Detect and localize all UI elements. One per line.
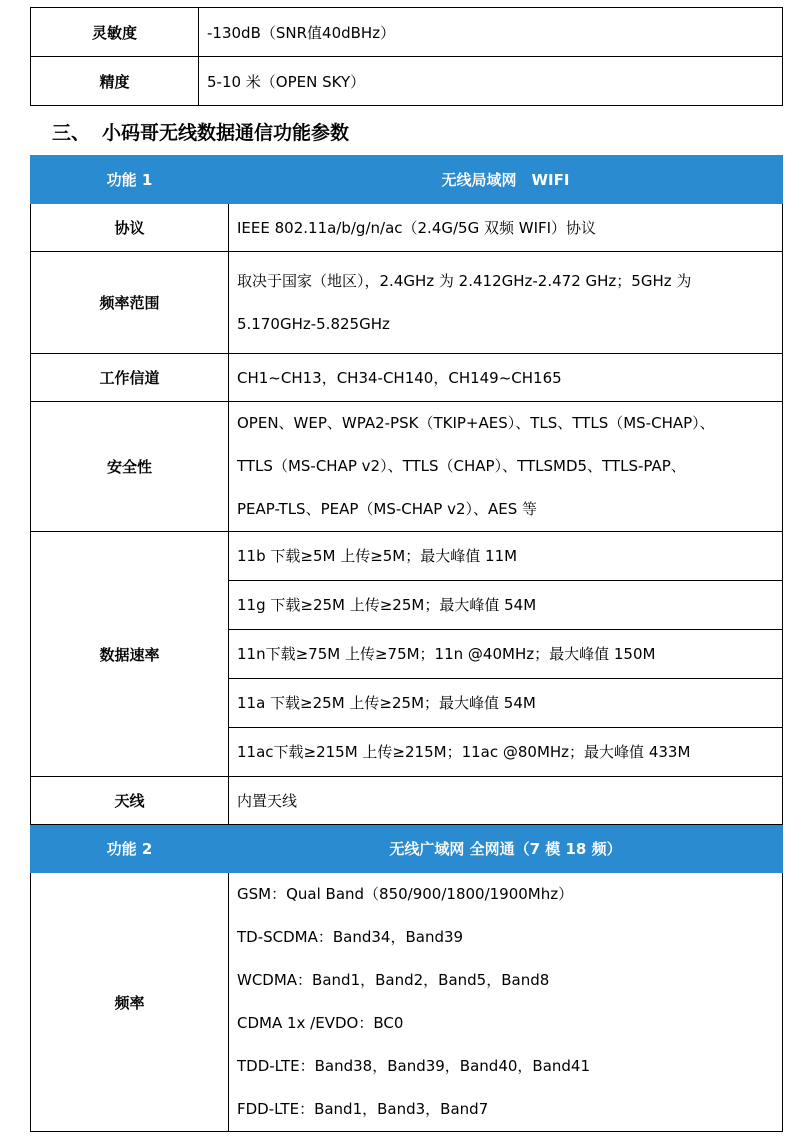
text-line: 5.170GHz-5.825GHz — [237, 314, 390, 333]
table-row — [31, 777, 783, 825]
row-value — [229, 252, 783, 354]
table-row — [31, 57, 783, 106]
row-key: 精度 — [31, 57, 199, 106]
row-value: 5-10 米（OPEN SKY） — [199, 57, 783, 106]
table-row — [31, 402, 783, 532]
function-1-header — [31, 156, 783, 204]
text-line: TD-SCDMA：Band34，Band39 — [237, 928, 464, 946]
row-key: 安全性 — [31, 402, 229, 532]
header-key: 功能 2 — [31, 825, 229, 873]
row-value: 内置天线 — [229, 777, 783, 825]
row-value — [229, 873, 783, 1132]
row-key: 频率 — [31, 873, 229, 1132]
text-line: WCDMA：Band1，Band2，Band5，Band8 — [237, 971, 550, 989]
rate-line: 11g 下载≥25M 上传≥25M；最大峰值 54M — [229, 581, 782, 630]
positioning-table — [30, 7, 783, 106]
row-key: 频率范围 — [31, 252, 229, 354]
row-key: 灵敏度 — [31, 8, 199, 57]
row-key: 工作信道 — [31, 354, 229, 402]
row-value — [229, 402, 783, 532]
section-title: 小码哥无线数据通信功能参数 — [102, 122, 350, 144]
table-row — [31, 532, 783, 777]
section-heading — [52, 118, 349, 145]
table-row — [31, 873, 783, 1132]
table-row — [31, 252, 783, 354]
text-line: PEAP-TLS、PEAP（MS-CHAP v2）、AES 等 — [237, 500, 538, 518]
text-line: TDD-LTE：Band38，Band39，Band40，Band41 — [237, 1057, 590, 1075]
rate-line: 11a 下载≥25M 上传≥25M；最大峰值 54M — [229, 679, 782, 728]
text-line: TTLS（MS-CHAP v2）、TTLS（CHAP）、TTLSMD5、TTLS-PAP、 — [237, 457, 686, 475]
text-line: 取决于国家（地区），2.4GHz 为 2.412GHz-2.472 GHz；5GHz 为 — [237, 271, 692, 290]
wireless-spec-table — [30, 155, 783, 1132]
row-value — [229, 532, 783, 777]
rate-line: 11ac下载≥215M 上传≥215M；11ac @80MHz；最大峰值 433M — [237, 743, 691, 761]
rate-line: 11n下载≥75M 上传≥75M；11n @40MHz；最大峰值 150M — [229, 630, 782, 679]
table-row — [31, 204, 783, 252]
row-key: 协议 — [31, 204, 229, 252]
header-key: 功能 1 — [31, 156, 229, 204]
text-line: FDD-LTE：Band1，Band3，Band7 — [237, 1100, 489, 1118]
text-line: GSM：Qual Band（850/900/1800/1900Mhz） — [237, 885, 574, 903]
header-value: 无线局域网 WIFI — [229, 156, 783, 204]
header-value: 无线广域网 全网通（7 模 18 频） — [229, 825, 783, 873]
text-line: CDMA 1x /EVDO：BC0 — [237, 1014, 404, 1032]
function-2-header — [31, 825, 783, 873]
section-number: 三、 — [52, 122, 91, 144]
row-key: 天线 — [31, 777, 229, 825]
row-value: -130dB（SNR值40dBHz） — [199, 8, 783, 57]
table-row — [31, 354, 783, 402]
table-row — [31, 8, 783, 57]
text-line: OPEN、WEP、WPA2-PSK（TKIP+AES）、TLS、TTLS（MS-CHAP）、 — [237, 414, 715, 432]
row-key: 数据速率 — [31, 532, 229, 777]
row-value: CH1~CH13，CH34-CH140，CH149~CH165 — [229, 354, 783, 402]
rate-line: 11b 下载≥5M 上传≥5M；最大峰值 11M — [229, 532, 782, 581]
row-value: IEEE 802.11a/b/g/n/ac（2.4G/5G 双频 WIFI）协议 — [229, 204, 783, 252]
